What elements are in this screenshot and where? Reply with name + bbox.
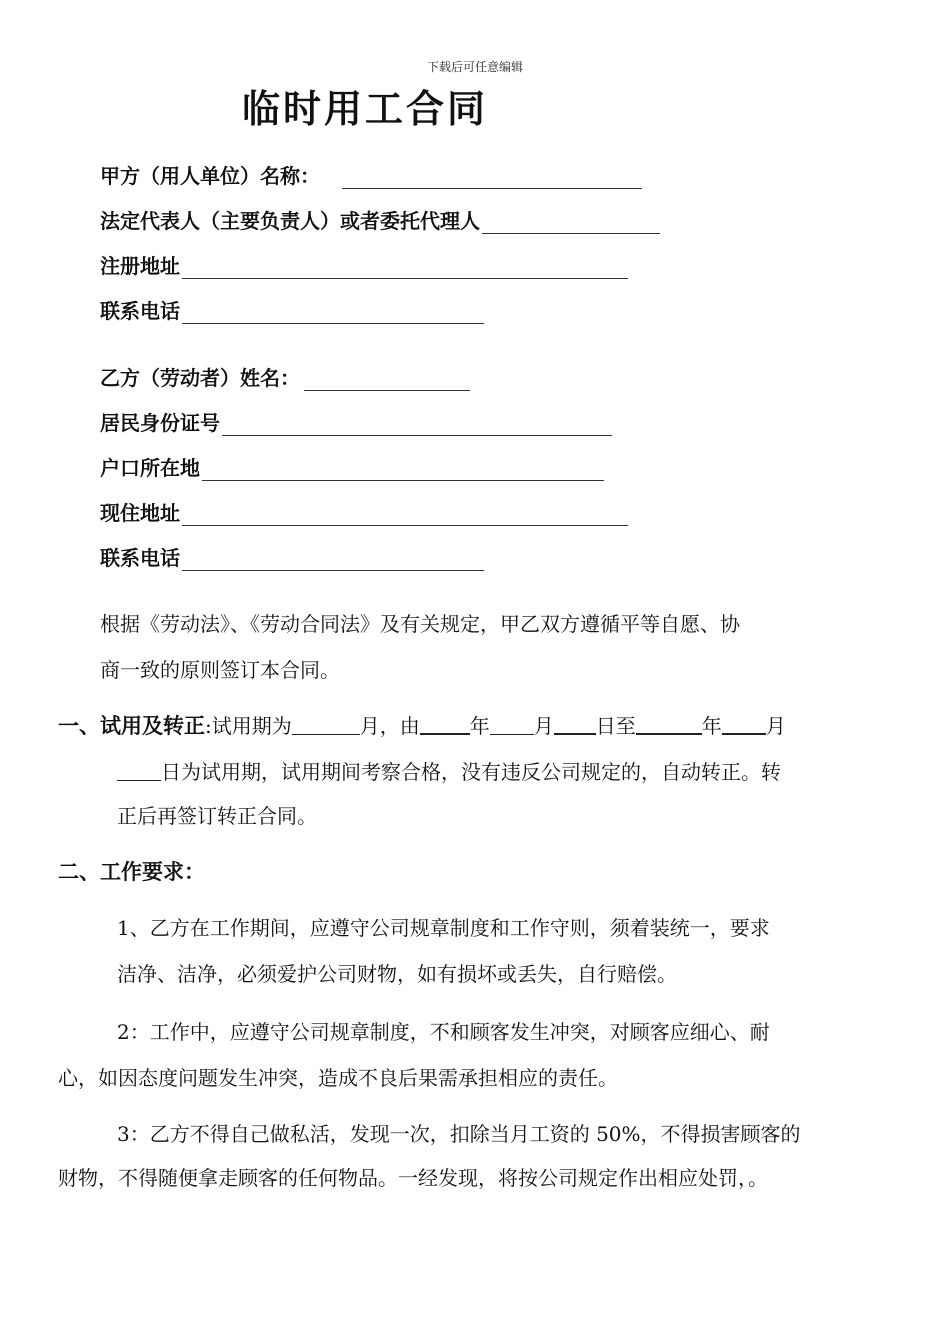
party-b-id-field (100, 407, 612, 436)
requirement-2-line-1: 2：工作中，应遵守公司规章制度，不和顾客发生冲突，对顾客应细心、耐 (117, 1020, 770, 1044)
party-b-id-label: 居民身份证号 (100, 411, 220, 435)
party-b-hukou-field (100, 452, 604, 481)
requirement-2-line-2: 心，如因态度问题发生冲突，造成不良后果需承担相应的责任。 (58, 1066, 618, 1090)
preamble-line-1: 根据《劳动法》、《劳动合同法》及有关规定，甲乙双方遵循平等自愿、协 (100, 612, 740, 636)
party-b-address-input[interactable] (182, 505, 628, 526)
probation-text-6: 年 (701, 714, 722, 738)
party-b-name-label: 乙方（劳动者）姓名： (100, 366, 300, 390)
party-a-representative-label: 法定代表人（主要负责人）或者委托代理人 (100, 209, 480, 233)
party-b-hukou-input[interactable] (202, 460, 604, 481)
requirement-1-line-2: 洁净、洁净，必须爱护公司财物，如有损坏或丢失，自行赔偿。 (117, 962, 677, 986)
requirement-3-line-1: 3：乙方不得自己做私活，发现一次，扣除当月工资的 50%，不得损害顾客的 (117, 1122, 801, 1146)
probation-text-4: 月 (533, 714, 554, 738)
party-b-address-label: 现住地址 (100, 501, 180, 525)
party-a-name-input[interactable] (342, 168, 642, 189)
probation-text-3: 年 (469, 714, 490, 738)
download-note: 下载后可任意编辑 (426, 60, 523, 74)
party-a-phone-field (100, 295, 484, 324)
party-a-address-input[interactable] (182, 258, 628, 279)
party-b-phone-field (100, 542, 484, 571)
start-month-blank[interactable] (490, 716, 534, 735)
party-a-phone-label: 联系电话 (100, 299, 180, 323)
probation-months-blank[interactable] (292, 716, 360, 735)
section-1-line-2-text: 日为试用期，试用期间考察合格，没有违反公司规定的，自动转正。转 (161, 760, 781, 784)
end-day-blank[interactable] (117, 762, 161, 781)
section-1-heading: 一、试用及转正 (58, 714, 205, 738)
party-b-hukou-label: 户口所在地 (100, 456, 200, 480)
probation-text-1: 试用期为 (211, 714, 292, 738)
end-year-blank[interactable] (636, 715, 702, 735)
end-month-blank[interactable] (722, 715, 766, 735)
party-b-name-field (100, 362, 470, 391)
party-b-name-input[interactable] (304, 370, 470, 391)
party-a-name-label: 甲方（用人单位）名称： (100, 164, 320, 188)
party-a-phone-input[interactable] (182, 303, 484, 324)
section-1-line-3: 正后再签订转正合同。 (117, 804, 317, 828)
party-a-representative-field (100, 205, 660, 234)
section-1-colon: : (205, 714, 212, 738)
party-a-address-field (100, 250, 628, 279)
section-2-heading: 二、工作要求： (58, 860, 205, 884)
document-title: 临时用工合同 (242, 87, 489, 131)
party-b-phone-label: 联系电话 (100, 546, 180, 570)
requirement-3-line-2: 财物，不得随便拿走顾客的任何物品。一经发现，将按公司规定作出相应处罚，。 (58, 1166, 768, 1190)
section-1-line-1 (58, 710, 786, 740)
probation-text-7: 月 (765, 714, 786, 738)
party-a-representative-input[interactable] (482, 213, 660, 234)
requirement-1-line-1: 1、乙方在工作期间，应遵守公司规章制度和工作守则，须着装统一，要求 (117, 916, 770, 940)
probation-text-5: 日至 (595, 714, 636, 738)
party-a-address-label: 注册地址 (100, 254, 180, 278)
preamble-line-2: 商一致的原则签订本合同。 (100, 658, 340, 682)
party-b-address-field (100, 497, 628, 526)
section-1-line-2 (117, 756, 781, 785)
party-b-phone-input[interactable] (182, 550, 484, 571)
party-b-id-input[interactable] (222, 415, 612, 436)
party-a-name-field (100, 160, 642, 189)
probation-text-2: 月，由 (359, 714, 420, 738)
start-day-blank[interactable] (554, 715, 596, 735)
start-year-blank[interactable] (420, 715, 470, 735)
